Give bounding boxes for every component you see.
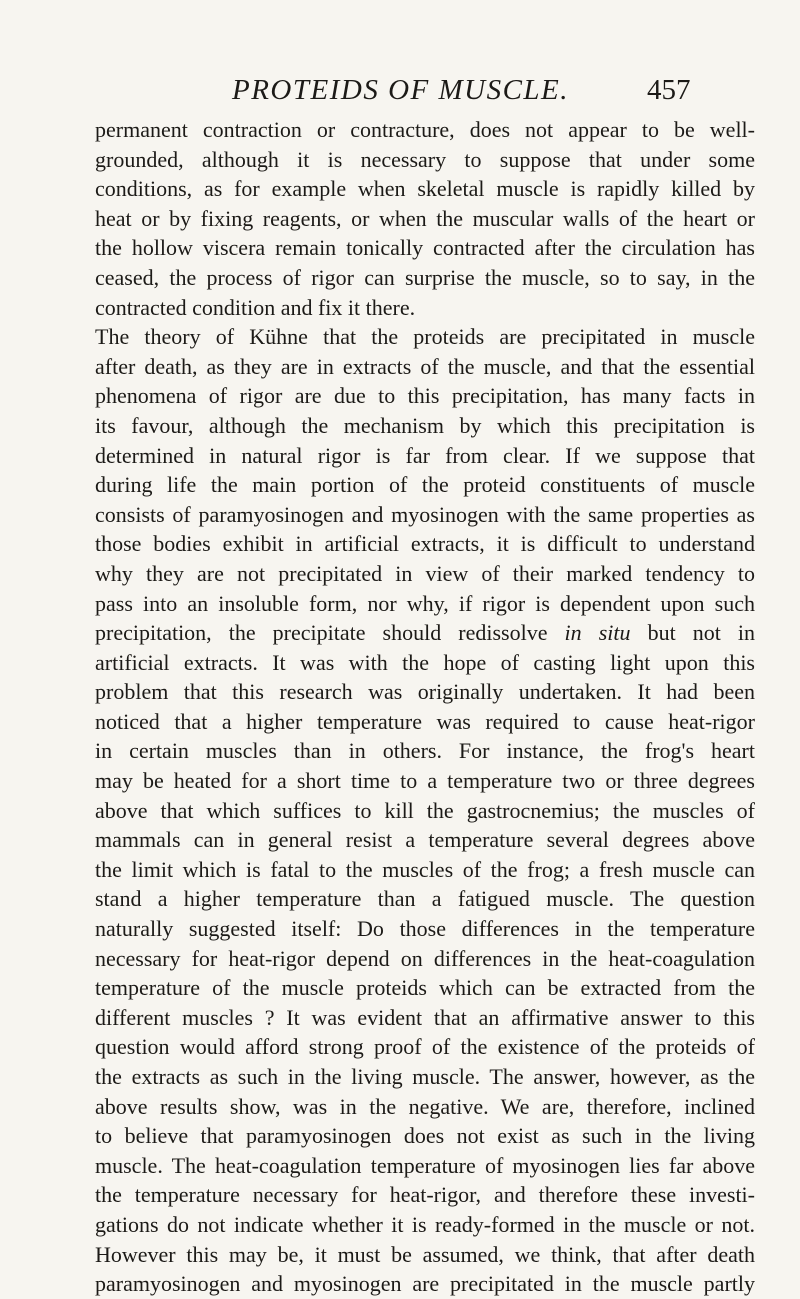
text-line: grounded, although it is necessary to suppose that under some [95, 146, 755, 172]
italic-phrase: in situ [564, 620, 631, 646]
body-text [95, 115, 755, 1299]
text-line: contracted condition and fix it there. [95, 294, 416, 320]
text-line: noticed that a higher temperature was required to cause heat-rigor [95, 708, 755, 734]
text-line: However this may be, it must be assumed, we think, that after death [95, 1241, 755, 1267]
text-line: may be heated for a short time to a temperature two or three degrees [95, 768, 755, 794]
text-line: phenomena of rigor are due to this precipitation, has many facts in [95, 383, 755, 409]
text-line: muscle. The heat-coagulation temperature of myosinogen lies far above [95, 1152, 755, 1178]
text-line: determined in natural rigor is far from clear. If we suppose that [95, 442, 755, 468]
text-line [95, 618, 755, 648]
text-line: above results show, was in the negative. We are, therefore, inclined [95, 1093, 755, 1119]
text-line: question would afford strong proof of the existence of the proteids of [95, 1034, 755, 1060]
text-line: conditions, as for example when skeletal muscle is rapidly killed by [95, 176, 755, 202]
text-line: problem that this research was originally undertaken. It had been [95, 679, 755, 705]
text-run: precipitation, the precipitate should redissolve [95, 620, 548, 646]
text-line: different muscles ? It was evident that an affirmative answer to this [95, 1004, 755, 1030]
text-run: but not in [647, 620, 756, 646]
text-line: above that which suffices to kill the gastrocnemius; the muscles of [95, 797, 755, 823]
text-line: its favour, although the mechanism by which this precipitation is [95, 412, 755, 438]
text-line: temperature of the muscle proteids which can be extracted from the [95, 975, 755, 1001]
text-line: heat or by fixing reagents, or when the muscular walls of the heart or [95, 205, 755, 231]
text-line: the hollow viscera remain tonically contracted after the circulation has [95, 235, 755, 261]
text-line: in certain muscles than in others. For instance, the frog's heart [95, 738, 755, 764]
running-title: PROTEIDS OF MUSCLE. [232, 74, 570, 106]
page-number: 457 [647, 74, 691, 106]
text-line: during life the main portion of the proteid constituents of muscle [95, 472, 755, 498]
text-line: naturally suggested itself: Do those differences in the temperature [95, 916, 755, 942]
text-line: stand a higher temperature than a fatigued muscle. The question [95, 886, 755, 912]
text-line: necessary for heat-rigor depend on differences in the heat-coagulation [95, 945, 755, 971]
text-line: The theory of Kühne that the proteids are precipitated in muscle [95, 324, 755, 350]
text-line: those bodies exhibit in artificial extracts, it is difficult to understand [95, 531, 755, 557]
text-line: why they are not precipitated in view of their marked tendency to [95, 560, 755, 586]
page-header [0, 74, 800, 110]
text-line: artificial extracts. It was with the hope of casting light upon this [95, 649, 755, 675]
text-line: gations do not indicate whether it is ready-formed in the muscle or not. [95, 1211, 755, 1237]
text-line: mammals can in general resist a temperature several degrees above [95, 827, 755, 853]
text-line: the limit which is fatal to the muscles of the frog; a fresh muscle can [95, 856, 755, 882]
text-line: the temperature necessary for heat-rigor, and therefore these investi- [95, 1182, 755, 1208]
text-line: the extracts as such in the living muscle. The answer, however, as the [95, 1064, 755, 1089]
text-line: to believe that paramyosinogen does not exist as such in the living [95, 1123, 755, 1149]
text-line: permanent contraction or contracture, does not appear to be well- [95, 117, 755, 142]
text-line: after death, as they are in extracts of the muscle, and that the essential [95, 353, 755, 379]
text-line: pass into an insoluble form, nor why, if rigor is dependent upon such [95, 590, 755, 616]
text-line: paramyosinogen and myosinogen are precipitated in the muscle partly [95, 1271, 755, 1297]
text-line: consists of paramyosinogen and myosinogen with the same properties as [95, 501, 755, 527]
text-line: ceased, the process of rigor can surprise the muscle, so to say, in the [95, 264, 755, 290]
